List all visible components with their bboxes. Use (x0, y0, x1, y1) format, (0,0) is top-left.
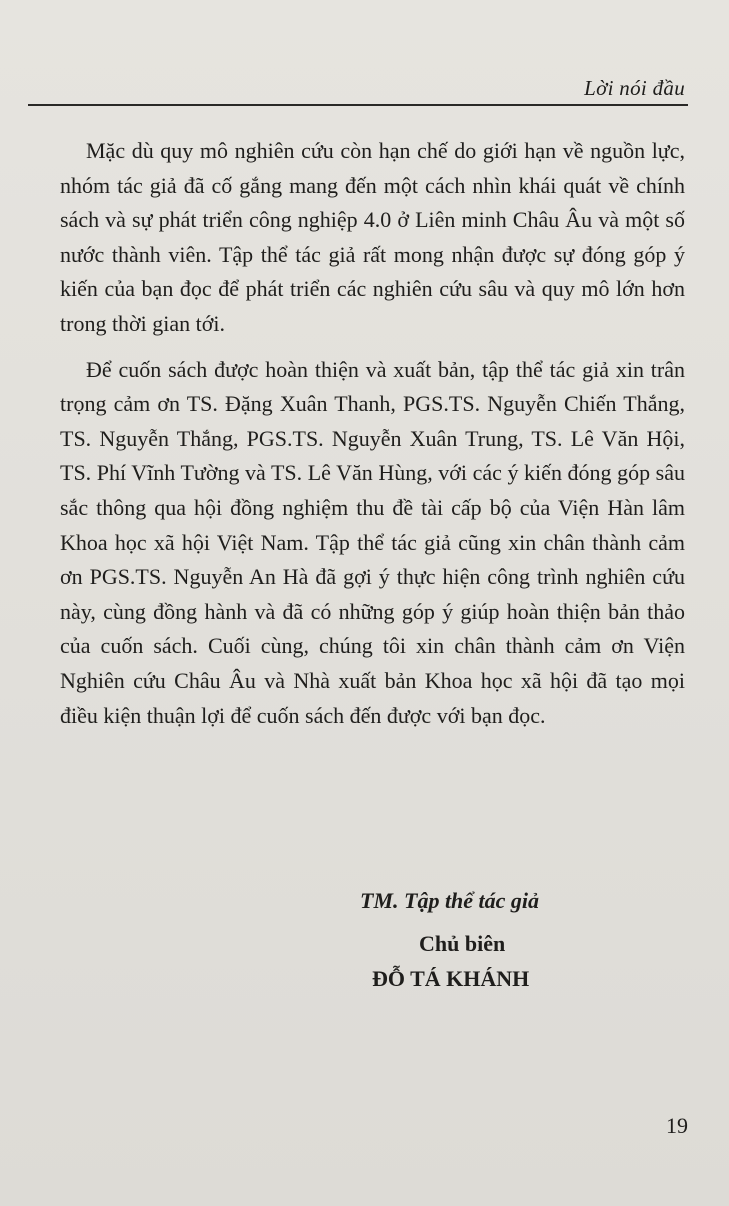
paragraph-1: Mặc dù quy mô nghiên cứu còn hạn chế do giới hạn về nguồn lực, nhóm tác giả đã cố gắng mang đến một cách nhìn khái quát về chính sách và sự phát triển công nghiệp 4.0 ở Liên minh Châu Âu và một số nước thành viên. Tập thể tác giả rất mong nhận được sự đóng góp ý kiến của bạn đọc để phát triển các nghiên cứu sâu và quy mô lớn hơn trong thời gian tới. (60, 138, 685, 336)
signature-role: Chủ biên (419, 931, 506, 956)
signature-organization: TM. Tập thể tác giả (360, 888, 540, 913)
header-rule (28, 104, 688, 106)
signature-name: ĐỖ TÁ KHÁNH (372, 966, 530, 991)
body-text (60, 134, 685, 744)
page-number: 19 (666, 1113, 688, 1138)
paragraph-2: Để cuốn sách được hoàn thiện và xuất bản, tập thể tác giả xin trân trọng cảm ơn TS. Đặng Xuân Thanh, PGS.TS. Nguyễn Chiến Thắng, TS. Nguyễn Thắng, PGS.TS. Nguyễn Xuân Trung, TS. Lê Văn Hội, TS. Phí Vĩnh Tường và TS. Lê Văn Hùng, với các ý kiến đóng góp sâu sắc thông qua hội đồng nghiệm thu đề tài cấp bộ của Viện Hàn lâm Khoa học xã hội Việt Nam. Tập thể tác giả cũng xin chân thành cảm ơn PGS.TS. Nguyễn An Hà đã gợi ý thực hiện công trình nghiên cứu này, cùng đồng hành và đã có những góp ý giúp hoàn thiện bản thảo của cuốn sách. Cuối cùng, chúng tôi xin chân thành cảm ơn Viện Nghiên cứu Châu Âu và Nhà xuất bản Khoa học xã hội đã tạo mọi điều kiện thuận lợi để cuốn sách đến được với bạn đọc. (60, 356, 685, 728)
running-head-title: Lời nói đầu (584, 76, 685, 100)
